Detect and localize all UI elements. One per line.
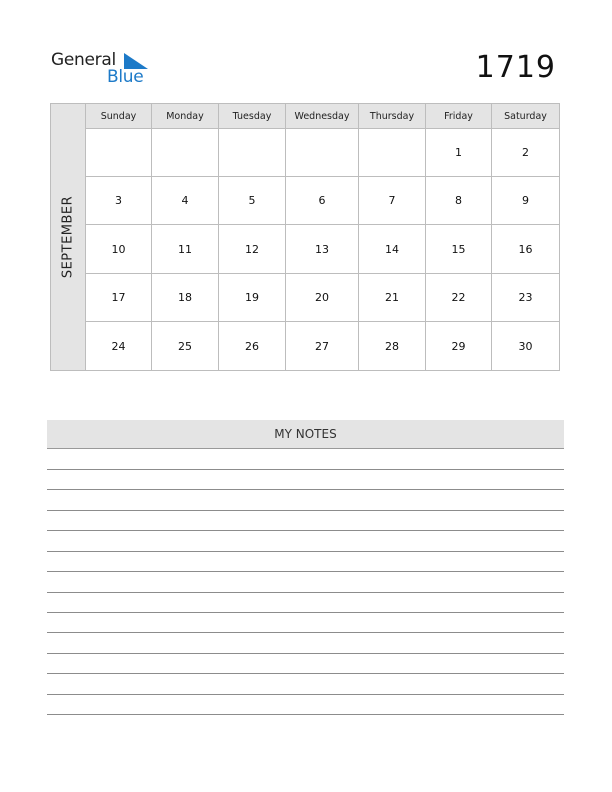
- day-cell: 16: [492, 225, 559, 274]
- day-cell: 7: [359, 177, 426, 225]
- day-cell: 21: [359, 274, 426, 322]
- day-cell: 30: [518, 339, 533, 353]
- weekday-header-tuesday: Tuesday: [219, 104, 286, 129]
- month-label: SEPTEMBER: [60, 195, 76, 279]
- day-cell: 27: [286, 322, 359, 370]
- day-cell: 5: [219, 177, 286, 225]
- weekday-header-monday: Monday: [152, 104, 219, 129]
- day-cell: 2: [492, 129, 559, 177]
- note-line: [47, 489, 564, 490]
- day-cell: 28: [359, 322, 426, 370]
- day-cell: [152, 129, 219, 177]
- logo: [51, 50, 161, 90]
- day-cell: 12: [219, 225, 286, 274]
- day-cell: [86, 129, 152, 177]
- day-cell: 15: [426, 225, 492, 274]
- logo-text-blue: Blue: [107, 67, 144, 87]
- note-line: [47, 694, 564, 695]
- day-cell: 9: [492, 177, 559, 225]
- note-line: [47, 592, 564, 593]
- day-cell: 3: [86, 177, 152, 225]
- day-cell: 19: [219, 274, 286, 322]
- day-cell: 14: [359, 225, 426, 274]
- day-cell: 23: [492, 274, 559, 322]
- weekday-header-thursday: Thursday: [359, 104, 426, 129]
- weekday-header-saturday: Saturday: [492, 104, 559, 129]
- weekday-header-wednesday: Wednesday: [286, 104, 359, 129]
- note-line: [47, 653, 564, 654]
- day-cell: 18: [152, 274, 219, 322]
- month-sidebar: [51, 104, 86, 370]
- day-cell: 25: [152, 322, 219, 370]
- day-cell: 13: [286, 225, 359, 274]
- note-line: [47, 551, 564, 552]
- calendar-grid: [86, 104, 559, 370]
- day-cell: [359, 129, 426, 177]
- day-cell: [219, 129, 286, 177]
- logo-text-general: General: [51, 50, 116, 70]
- day-cell: 4: [152, 177, 219, 225]
- notes-header: MY NOTES: [47, 420, 564, 449]
- year-title: 1719: [475, 50, 556, 85]
- day-cell: 8: [426, 177, 492, 225]
- note-line: [47, 510, 564, 511]
- day-cell: 22: [426, 274, 492, 322]
- calendar: [50, 103, 560, 371]
- day-cell: 26: [219, 322, 286, 370]
- day-cell: 24: [86, 322, 152, 370]
- note-line: [47, 632, 564, 633]
- day-cell: 1: [426, 129, 492, 177]
- day-cell: 10: [86, 225, 152, 274]
- day-cell: 20: [286, 274, 359, 322]
- note-line: [47, 612, 564, 613]
- note-line: [47, 530, 564, 531]
- weekday-header-sunday: Sunday: [86, 104, 152, 129]
- note-line: [47, 673, 564, 674]
- note-line: [47, 571, 564, 572]
- day-cell: [286, 129, 359, 177]
- day-cell: 17: [86, 274, 152, 322]
- note-line: [47, 469, 564, 470]
- day-cell: 29: [426, 322, 492, 370]
- note-line: [47, 714, 564, 715]
- day-cell: 6: [286, 177, 359, 225]
- day-cell: 11: [152, 225, 219, 274]
- weekday-header-friday: Friday: [426, 104, 492, 129]
